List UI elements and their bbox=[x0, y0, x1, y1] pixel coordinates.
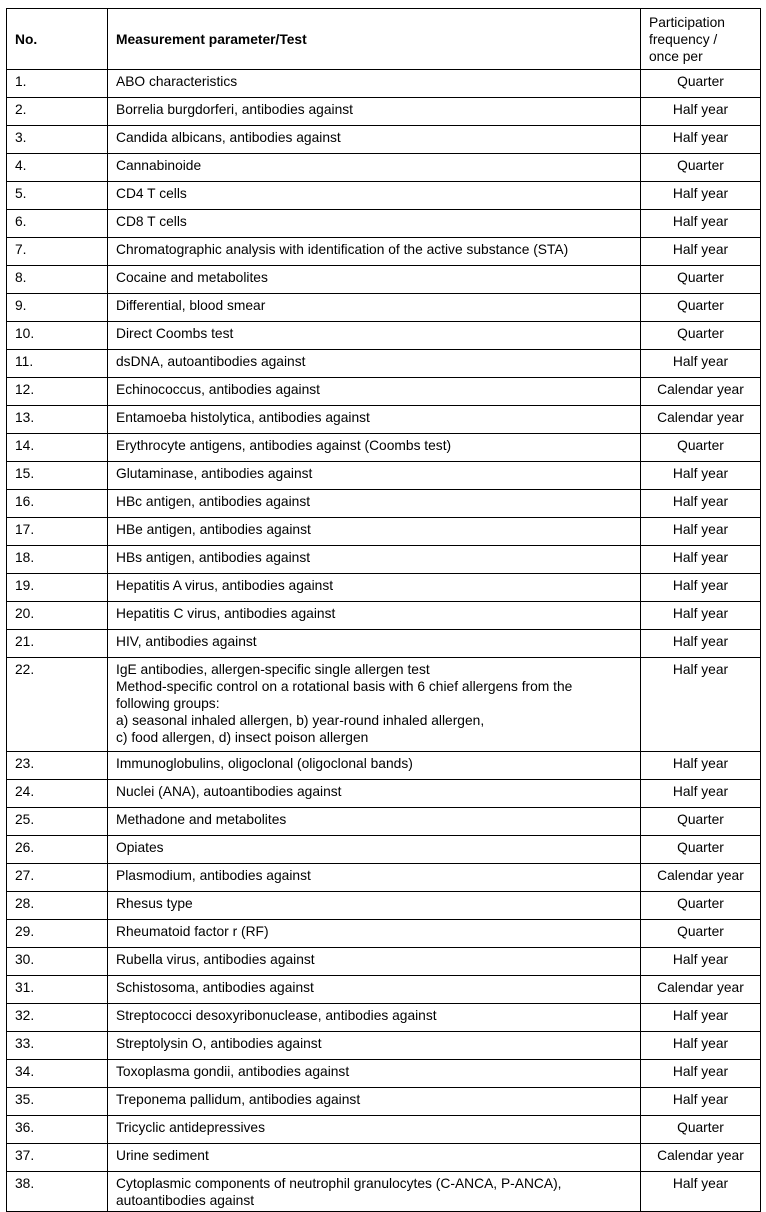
measurement-parameter: Echinococcus, antibodies against bbox=[108, 378, 641, 406]
participation-frequency: Half year bbox=[641, 350, 761, 378]
table-row bbox=[7, 126, 761, 154]
table-row bbox=[7, 658, 761, 752]
participation-frequency: Half year bbox=[641, 462, 761, 490]
participation-frequency: Calendar year bbox=[641, 976, 761, 1004]
participation-frequency: Half year bbox=[641, 658, 761, 752]
measurement-parameter: ABO characteristics bbox=[108, 70, 641, 98]
measurement-parameter: Entamoeba histolytica, antibodies against bbox=[108, 406, 641, 434]
row-number: 19. bbox=[7, 574, 108, 602]
table-row bbox=[7, 780, 761, 808]
row-number: 32. bbox=[7, 1004, 108, 1032]
row-number: 33. bbox=[7, 1032, 108, 1060]
measurement-parameter: Urine sediment bbox=[108, 1144, 641, 1172]
row-number: 9. bbox=[7, 294, 108, 322]
row-number: 3. bbox=[7, 126, 108, 154]
row-number: 4. bbox=[7, 154, 108, 182]
measurement-parameter: dsDNA, autoantibodies against bbox=[108, 350, 641, 378]
measurement-parameter: HBe antigen, antibodies against bbox=[108, 518, 641, 546]
row-number: 12. bbox=[7, 378, 108, 406]
header-frequency-line: Participation bbox=[649, 14, 725, 30]
table-row bbox=[7, 238, 761, 266]
row-number: 16. bbox=[7, 490, 108, 518]
header-frequency bbox=[641, 9, 761, 70]
participation-frequency: Half year bbox=[641, 780, 761, 808]
measurement-parameter: Schistosoma, antibodies against bbox=[108, 976, 641, 1004]
measurement-parameter: Rubella virus, antibodies against bbox=[108, 948, 641, 976]
row-number: 8. bbox=[7, 266, 108, 294]
table-row bbox=[7, 1060, 761, 1088]
participation-frequency: Calendar year bbox=[641, 1144, 761, 1172]
measurement-parameter: CD8 T cells bbox=[108, 210, 641, 238]
table-row bbox=[7, 70, 761, 98]
measurement-parameter: Plasmodium, antibodies against bbox=[108, 864, 641, 892]
row-number: 11. bbox=[7, 350, 108, 378]
table-row bbox=[7, 1088, 761, 1116]
table-row bbox=[7, 378, 761, 406]
row-number: 24. bbox=[7, 780, 108, 808]
measurement-parameter: Candida albicans, antibodies against bbox=[108, 126, 641, 154]
measurement-parameter: Cocaine and metabolites bbox=[108, 266, 641, 294]
row-number: 7. bbox=[7, 238, 108, 266]
participation-table bbox=[6, 8, 761, 1212]
header-frequency-line: frequency / bbox=[649, 31, 718, 47]
participation-frequency: Half year bbox=[641, 630, 761, 658]
measurement-parameter: Erythrocyte antigens, antibodies against (Coombs test) bbox=[108, 434, 641, 462]
row-number: 21. bbox=[7, 630, 108, 658]
parameter-line: Method-specific control on a rotational basis with 6 chief allergens from the bbox=[116, 679, 573, 694]
measurement-parameter: Nuclei (ANA), autoantibodies against bbox=[108, 780, 641, 808]
measurement-parameter: Tricyclic antidepressives bbox=[108, 1116, 641, 1144]
table-row bbox=[7, 1116, 761, 1144]
participation-frequency: Half year bbox=[641, 1060, 761, 1088]
participation-frequency: Half year bbox=[641, 98, 761, 126]
row-number: 26. bbox=[7, 836, 108, 864]
row-number: 27. bbox=[7, 864, 108, 892]
table-row bbox=[7, 976, 761, 1004]
participation-frequency: Half year bbox=[641, 126, 761, 154]
measurement-parameter: Rhesus type bbox=[108, 892, 641, 920]
measurement-parameter: Borrelia burgdorferi, antibodies against bbox=[108, 98, 641, 126]
measurement-parameter: HBs antigen, antibodies against bbox=[108, 546, 641, 574]
measurement-parameter: Hepatitis C virus, antibodies against bbox=[108, 602, 641, 630]
table-row bbox=[7, 266, 761, 294]
participation-frequency: Half year bbox=[641, 210, 761, 238]
row-number: 1. bbox=[7, 70, 108, 98]
measurement-parameter: Streptolysin O, antibodies against bbox=[108, 1032, 641, 1060]
participation-frequency: Quarter bbox=[641, 154, 761, 182]
table-row bbox=[7, 948, 761, 976]
table-row bbox=[7, 630, 761, 658]
participation-frequency: Half year bbox=[641, 182, 761, 210]
participation-frequency: Half year bbox=[641, 490, 761, 518]
row-number: 30. bbox=[7, 948, 108, 976]
table-row bbox=[7, 322, 761, 350]
measurement-parameter bbox=[108, 658, 641, 752]
row-number: 2. bbox=[7, 98, 108, 126]
measurement-parameter: Rheumatoid factor r (RF) bbox=[108, 920, 641, 948]
table-row bbox=[7, 210, 761, 238]
measurement-parameter: Chromatographic analysis with identification of the active substance (STA) bbox=[108, 238, 641, 266]
row-number: 29. bbox=[7, 920, 108, 948]
measurement-parameter: Streptococci desoxyribonuclease, antibodies against bbox=[108, 1004, 641, 1032]
row-number: 18. bbox=[7, 546, 108, 574]
row-number: 20. bbox=[7, 602, 108, 630]
participation-frequency: Half year bbox=[641, 546, 761, 574]
row-number: 25. bbox=[7, 808, 108, 836]
table-row bbox=[7, 518, 761, 546]
participation-frequency: Half year bbox=[641, 948, 761, 976]
table-row bbox=[7, 602, 761, 630]
participation-frequency: Quarter bbox=[641, 920, 761, 948]
table-row bbox=[7, 752, 761, 780]
table-row bbox=[7, 182, 761, 210]
participation-frequency: Half year bbox=[641, 1172, 761, 1212]
row-number: 23. bbox=[7, 752, 108, 780]
participation-frequency: Quarter bbox=[641, 434, 761, 462]
header-no: No. bbox=[7, 9, 108, 70]
measurement-parameter: Hepatitis A virus, antibodies against bbox=[108, 574, 641, 602]
participation-frequency: Calendar year bbox=[641, 378, 761, 406]
table-row bbox=[7, 546, 761, 574]
measurement-parameter: CD4 T cells bbox=[108, 182, 641, 210]
measurement-parameter: Differential, blood smear bbox=[108, 294, 641, 322]
row-number: 28. bbox=[7, 892, 108, 920]
participation-frequency: Quarter bbox=[641, 1116, 761, 1144]
table-row bbox=[7, 294, 761, 322]
participation-frequency: Half year bbox=[641, 602, 761, 630]
table-row bbox=[7, 1144, 761, 1172]
table-row bbox=[7, 574, 761, 602]
parameter-line: following groups: bbox=[116, 696, 220, 711]
row-number: 10. bbox=[7, 322, 108, 350]
table-row bbox=[7, 1004, 761, 1032]
row-number: 22. bbox=[7, 658, 108, 752]
parameter-line: Cytoplasmic components of neutrophil granulocytes (C-ANCA, P-ANCA), bbox=[116, 1176, 562, 1191]
measurement-parameter: Toxoplasma gondii, antibodies against bbox=[108, 1060, 641, 1088]
measurement-parameter: Treponema pallidum, antibodies against bbox=[108, 1088, 641, 1116]
participation-frequency: Quarter bbox=[641, 266, 761, 294]
table-row bbox=[7, 350, 761, 378]
header-parameter: Measurement parameter/Test bbox=[108, 9, 641, 70]
table-row bbox=[7, 836, 761, 864]
participation-frequency: Half year bbox=[641, 238, 761, 266]
row-number: 13. bbox=[7, 406, 108, 434]
parameter-line: IgE antibodies, allergen-specific single allergen test bbox=[116, 662, 430, 677]
participation-frequency: Quarter bbox=[641, 70, 761, 98]
row-number: 14. bbox=[7, 434, 108, 462]
participation-frequency: Half year bbox=[641, 518, 761, 546]
participation-frequency: Quarter bbox=[641, 892, 761, 920]
participation-frequency: Quarter bbox=[641, 322, 761, 350]
participation-frequency: Half year bbox=[641, 574, 761, 602]
row-number: 15. bbox=[7, 462, 108, 490]
row-number: 17. bbox=[7, 518, 108, 546]
parameter-line: c) food allergen, d) insect poison allergen bbox=[116, 730, 369, 745]
row-number: 34. bbox=[7, 1060, 108, 1088]
header-row bbox=[7, 9, 761, 70]
row-number: 38. bbox=[7, 1172, 108, 1212]
parameter-line: autoantibodies against bbox=[116, 1193, 255, 1208]
measurement-parameter: HIV, antibodies against bbox=[108, 630, 641, 658]
participation-frequency: Half year bbox=[641, 1088, 761, 1116]
row-number: 36. bbox=[7, 1116, 108, 1144]
participation-frequency: Calendar year bbox=[641, 864, 761, 892]
row-number: 35. bbox=[7, 1088, 108, 1116]
table-row bbox=[7, 920, 761, 948]
table-row bbox=[7, 406, 761, 434]
measurement-parameter: Cannabinoide bbox=[108, 154, 641, 182]
participation-frequency: Half year bbox=[641, 1004, 761, 1032]
measurement-parameter: Methadone and metabolites bbox=[108, 808, 641, 836]
participation-frequency: Half year bbox=[641, 1032, 761, 1060]
table-row bbox=[7, 892, 761, 920]
table-row bbox=[7, 490, 761, 518]
row-number: 6. bbox=[7, 210, 108, 238]
table-row bbox=[7, 808, 761, 836]
table-row bbox=[7, 154, 761, 182]
table-body bbox=[7, 70, 761, 1212]
table-row bbox=[7, 864, 761, 892]
table-row bbox=[7, 434, 761, 462]
participation-frequency: Quarter bbox=[641, 294, 761, 322]
measurement-parameter: Direct Coombs test bbox=[108, 322, 641, 350]
table-row bbox=[7, 462, 761, 490]
participation-frequency: Quarter bbox=[641, 808, 761, 836]
row-number: 37. bbox=[7, 1144, 108, 1172]
table-row bbox=[7, 98, 761, 126]
measurement-parameter: HBc antigen, antibodies against bbox=[108, 490, 641, 518]
table-row bbox=[7, 1032, 761, 1060]
header-frequency-line: once per bbox=[649, 48, 703, 64]
parameter-line: a) seasonal inhaled allergen, b) year-round inhaled allergen, bbox=[116, 713, 485, 728]
row-number: 31. bbox=[7, 976, 108, 1004]
participation-frequency: Half year bbox=[641, 752, 761, 780]
row-number: 5. bbox=[7, 182, 108, 210]
participation-frequency: Quarter bbox=[641, 836, 761, 864]
measurement-parameter bbox=[108, 1172, 641, 1212]
table-row bbox=[7, 1172, 761, 1212]
participation-frequency: Calendar year bbox=[641, 406, 761, 434]
measurement-parameter: Opiates bbox=[108, 836, 641, 864]
measurement-parameter: Glutaminase, antibodies against bbox=[108, 462, 641, 490]
measurement-parameter: Immunoglobulins, oligoclonal (oligoclonal bands) bbox=[108, 752, 641, 780]
